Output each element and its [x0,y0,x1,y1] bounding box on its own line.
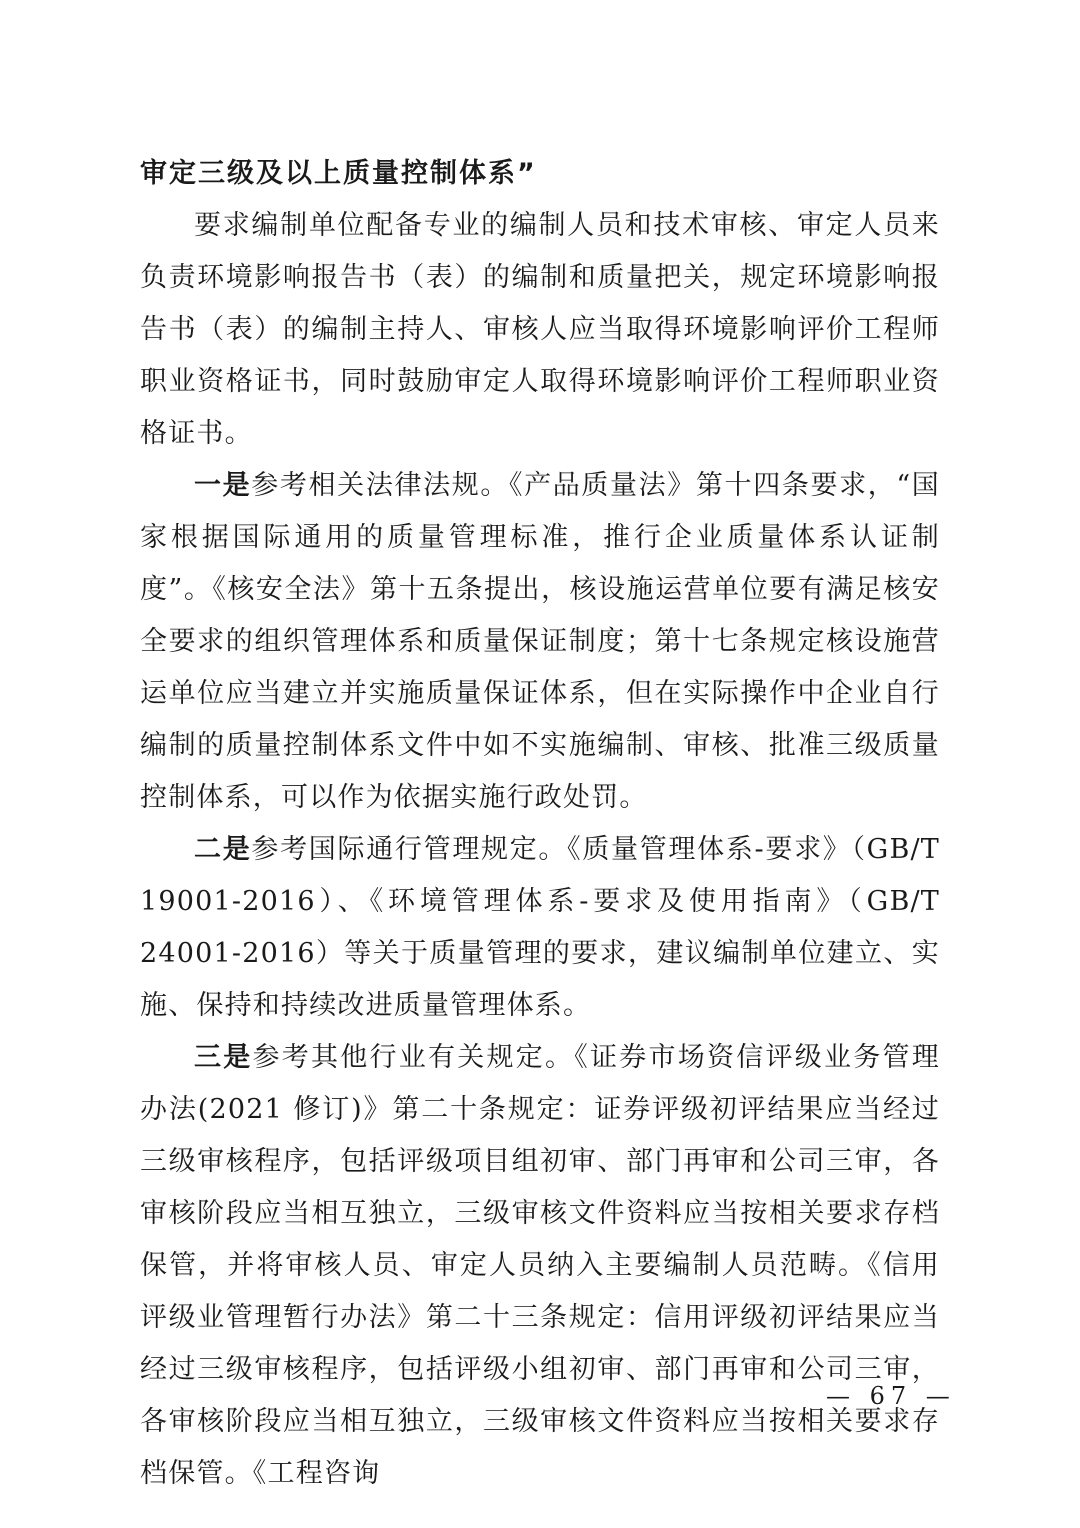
paragraph-text: 参考国际通行管理规定。《质量管理体系-要求》（GB/T 19001-2016）、《环境管理体系-要求及使用指南》（GB/T 24001-2016）等关于质量管理的要求，建议编制单位建立、实施、保持和持续改进质量管理体系。 [140,834,940,1021]
paragraph-lead-one: 一是 [194,470,252,501]
paragraph-lead-two: 二是 [194,834,252,865]
paragraph-point-one [140,460,940,824]
page-number: — 67 — [826,1382,956,1410]
paragraph-text: 参考相关法律法规。《产品质量法》第十四条要求，“国家根据国际通用的质量管理标准，推行企业质量体系认证制度”。《核安全法》第十五条提出，核设施运营单位要有满足核安全要求的组织管理体系和质量保证制度；第十七条规定核设施营运单位应当建立并实施质量保证体系，但在实际操作中企业自行编制的质量控制体系文件中如不实施编制、审核、批准三级质量控制体系，可以作为依据实施行政处罚。 [140,470,940,813]
paragraph-text: 参考其他行业有关规定。《证券市场资信评级业务管理办法(2021 修订)》第二十条规定：证券评级初评结果应当经过三级审核程序，包括评级项目组初审、部门再审和公司三审，各审核阶段应当相互独立，三级审核文件资料应当按相关要求存档保管，并将审核人员、审定人员纳入主要编制人员范畴。《信用评级业管理暂行办法》第二十三条规定：信用评级初评结果应当经过三级审核程序，包括评级小组初审、部门再审和公司三审，各审核阶段应当相互独立，三级审核文件资料应当按相关要求存档保管。《工程咨询 [140,1042,940,1489]
paragraph-point-two [140,824,940,1032]
paragraph-point-three [140,1032,940,1500]
paragraph-text: 要求编制单位配备专业的编制人员和技术审核、审定人员来负责环境影响报告书（表）的编制和质量把关，规定环境影响报告书（表）的编制主持人、审核人应当取得环境影响评价工程师职业资格证书，同时鼓励审定人取得环境影响评价工程师职业资格证书。 [140,210,940,449]
section-heading: 审定三级及以上质量控制体系” [140,158,537,189]
paragraph-lead-three: 三是 [194,1042,253,1073]
paragraph-requirements [140,200,940,460]
document-page [140,148,940,1500]
